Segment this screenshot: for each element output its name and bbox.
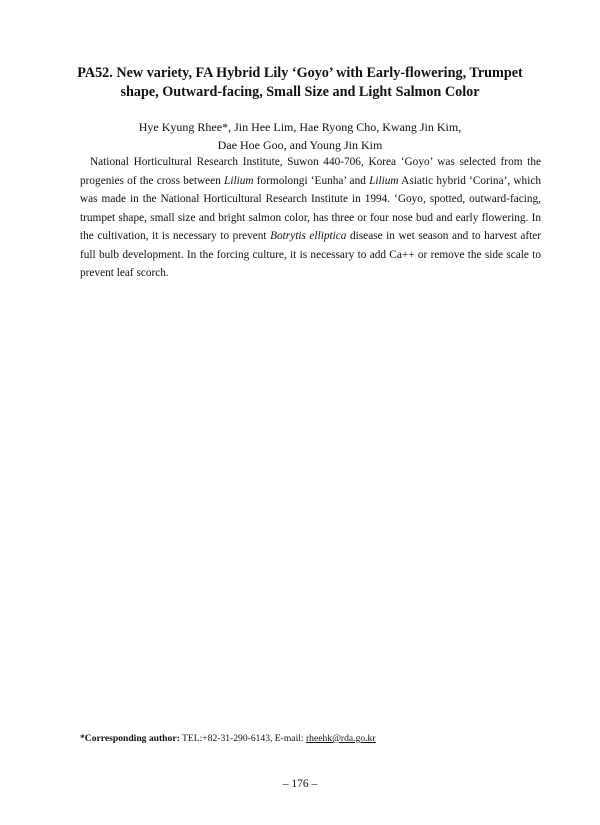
genus-lilium-1: Lilium — [224, 174, 254, 187]
footnote-label: *Corresponding author: — [80, 733, 180, 744]
authors-line-1: Hye Kyung Rhee*, Jin Hee Lim, Hae Ryong Cho, Kwang Jin Kim, — [138, 120, 462, 134]
page-number: – 176 – — [282, 778, 318, 790]
pathogen-name: Botrytis elliptica — [270, 230, 347, 242]
author-list — [60, 118, 540, 154]
abstract-segment-3: Asiatic hybrid ‘Corina’, which was made in the National Horticultural Research Institute in 1994. ‘Goyo, spotted, outward-facing, trumpet shape, small size and bright salmon color, has three or four nose bud and early flowering. In the cultivation, it is necessary to prevent — [80, 174, 542, 242]
corresponding-author-footnote — [80, 733, 540, 745]
footnote-contact: TEL:+82-31-290-6143, E-mail: — [179, 733, 306, 744]
genus-lilium-2: Lilium — [369, 174, 399, 187]
abstract-segment-2: formolongi ‘Eunha’ and — [253, 174, 370, 187]
abstract-text — [80, 153, 541, 283]
title-line-2: shape, Outward-facing, Small Size and Light Salmon Color — [120, 84, 480, 100]
email-link[interactable]: rheehk@rda.go.kr — [305, 733, 376, 744]
abstract-segment-1: National Horticultural Research Institute, Suwon 440-706, Korea ‘Goyo’ was selected from the progenies of the cross between — [80, 156, 541, 187]
abstract-segment-4: disease in wet season and to harvest after full bulb development. In the forcing culture, it is necessary to add Ca++ or remove the side scale to prevent leaf scorch. — [80, 230, 542, 279]
title-line-1: PA52. New variety, FA Hybrid Lily ‘Goyo’ with Early-flowering, Trumpet — [77, 65, 523, 81]
paper-title — [60, 64, 540, 102]
authors-line-2: Dae Hoe Goo, and Young Jin Kim — [217, 138, 383, 152]
